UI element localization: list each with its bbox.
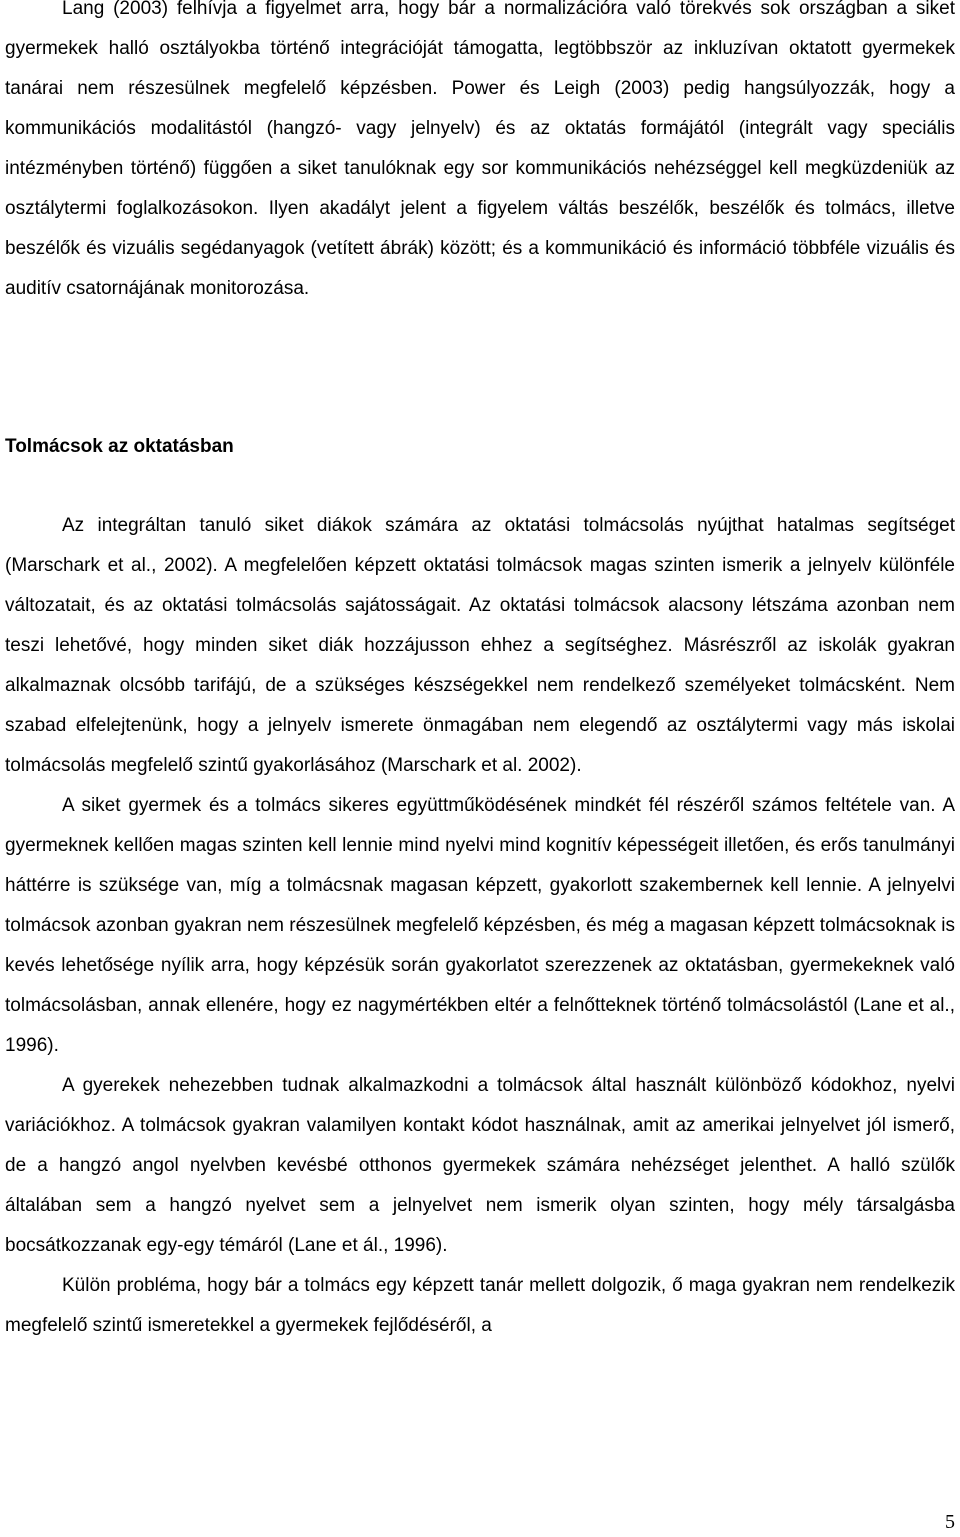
paragraph-5: Külön probléma, hogy bár a tolmács egy képzett tanár mellett dolgozik, ő maga gyakran nem rendelkezik megfelelő szintű ismeretekkel a gyermekek fejlődéséről, a: [5, 1275, 955, 1336]
section-heading: Tolmácsok az oktatásban: [5, 436, 234, 457]
paragraph-4: A gyerekek nehezebben tudnak alkalmazkodni a tolmácsok által használt különböző kódokhoz, nyelvi variációkhoz. A tolmácsok gyakran valamilyen kontakt kódot használnak, amit az amerikai jelnyelvet jól ismerő, de a hangzó angol nyelvben kevésbé otthonos gyermekek számára nehézséget jelenthet. A halló szülők általában sem a hangzó nyelvet sem a jelnyelvet nem ismerik olyan szinten, hogy mély társalgásba bocsátkozzanak egy-egy témáról (Lane et ál., 1996).: [5, 1075, 955, 1256]
paragraph-3: A siket gyermek és a tolmács sikeres együttműködésének mindkét fél részéről számos feltétele van. A gyermeknek kellően magas szinten kell lennie mind nyelvi mind kognitív képességeit illetően, és erős tanulmányi háttérre is szüksége van, míg a tolmácsnak magasan képzett, gyakorlott szakembernek kell lennie. A jelnyelvi tolmácsok azonban gyakran nem részesülnek megfelelő képzésben, és még a magasan képzett tolmácsoknak is kevés lehetősége nyílik arra, hogy képzésük során gyakorlatot szerezzenek az oktatásban, gyermekeknek való tolmácsolásban, annak ellenére, hogy ez nagymértékben eltér a felnőtteknek történő tolmácsolástól (Lane et al., 1996).: [5, 795, 955, 1056]
document-page: [5, 0, 955, 1336]
paragraph-2: Az integráltan tanuló siket diákok számára az oktatási tolmácsolás nyújthat hatalmas segítséget (Marschark et al., 2002). A megfelelően képzett oktatási tolmácsok magas szinten ismerik a jelnyelv különféle változatait, és az oktatási tolmácsolás sajátosságait. Az oktatási tolmácsok alacsony létszáma azonban nem teszi lehetővé, hogy minden siket diák hozzájusson ehhez a segítséghez. Másrészről az iskolák gyakran alkalmaznak olcsóbb tarifájú, de a szükséges készségekkel nem rendelkező személyeket tolmácsként. Nem szabad elfelejtenünk, hogy a jelnyelv ismerete önmagában nem elegendő az osztálytermi vagy más iskolai tolmácsolás megfelelő szintű gyakorlásához (Marschark et al. 2002).: [5, 515, 955, 776]
paragraph-1: Lang (2003) felhívja a figyelmet arra, hogy bár a normalizációra való törekvés sok országban a siket gyermekek halló osztályokba történő integrációját támogatta, legtöbbször az inkluzívan oktatott gyermekek tanárai nem részesülnek megfelelő képzésben. Power és Leigh (2003) pedig hangsúlyozzák, hogy a kommunikációs modalitástól (hangzó- vagy jelnyelv) és az oktatás formájától (integrált vagy speciális intézményben történő) függően a siket tanulóknak egy sor kommunikációs nehézséggel kell megküzdeniük az osztálytermi foglalkozásokon. Ilyen akadályt jelent a figyelem váltás beszélők, beszélők és tolmács, illetve beszélők és vizuális segédanyagok (vetített ábrák) között; és a kommunikáció és információ többféle vizuális és auditív csatornájának monitorozása.: [5, 0, 955, 299]
section-body: [5, 506, 955, 1346]
page-number: 5: [945, 1511, 955, 1533]
